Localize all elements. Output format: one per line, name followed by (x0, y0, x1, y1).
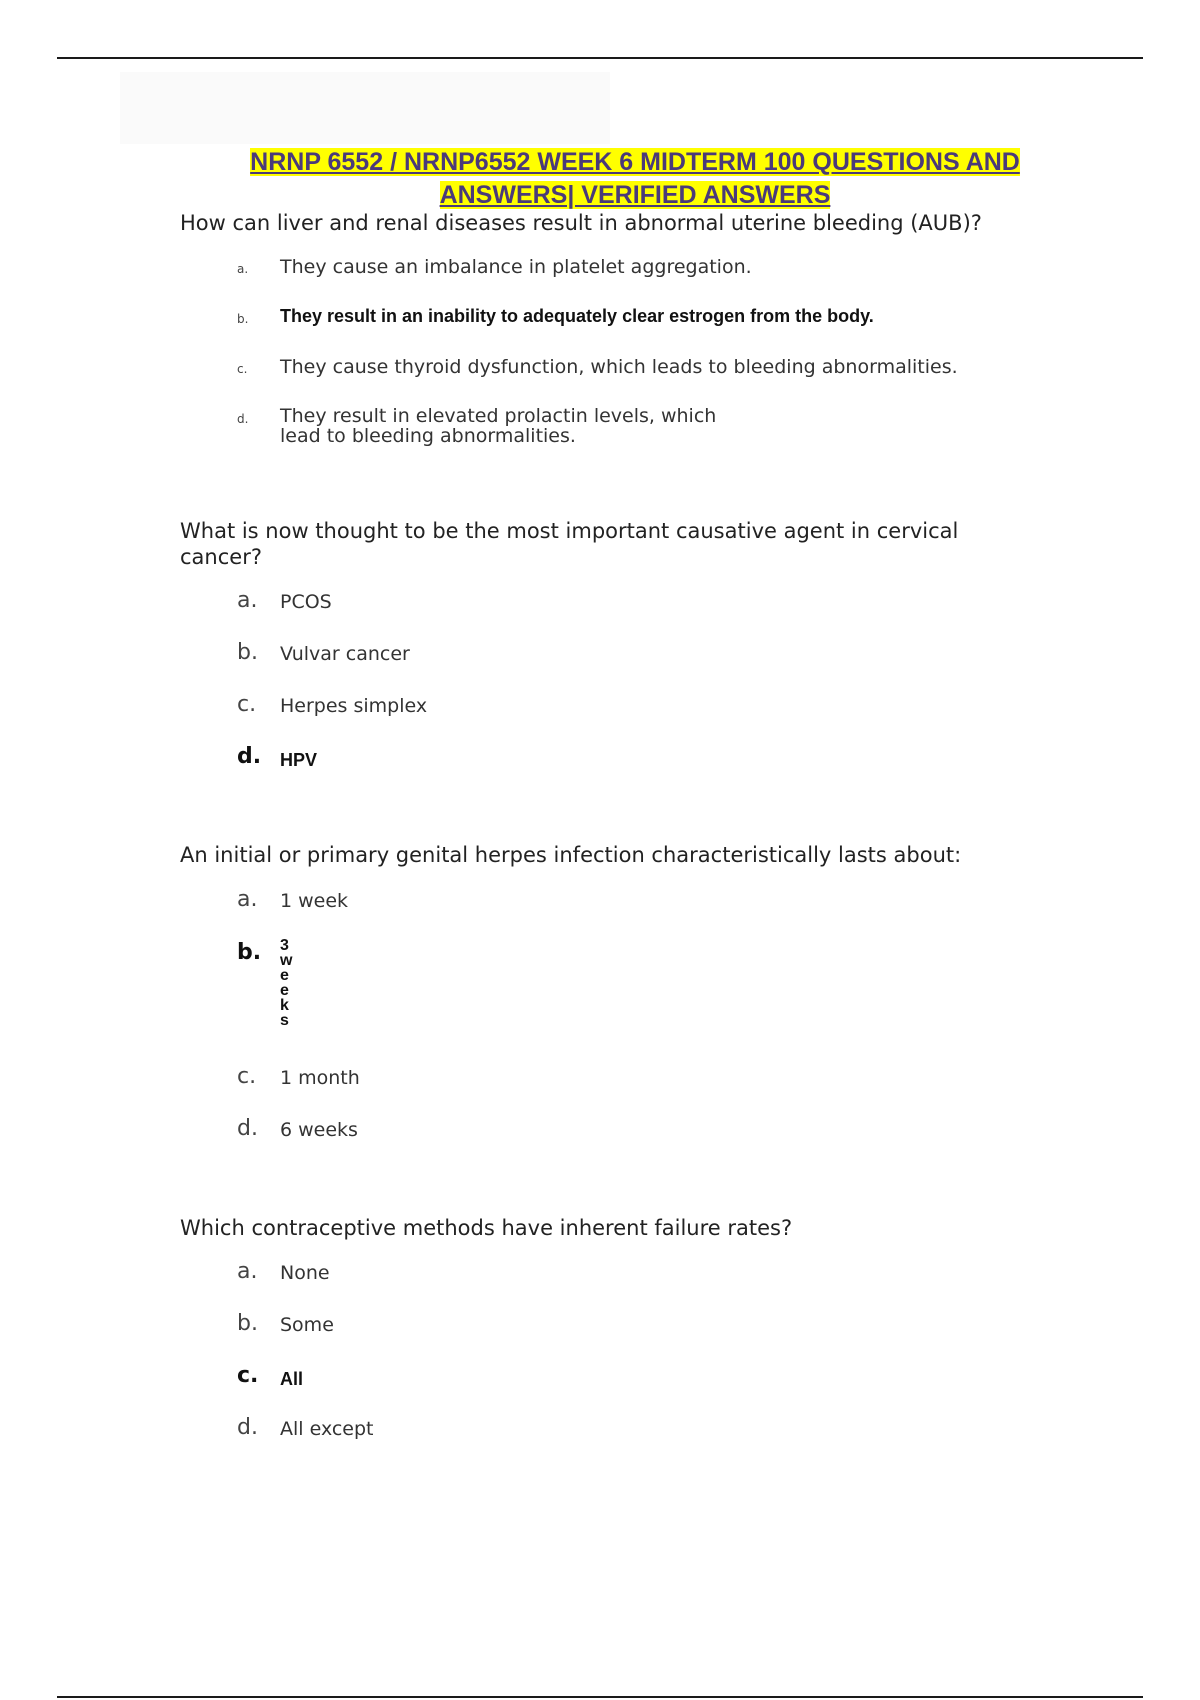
option-letter: b. (237, 312, 249, 326)
question-1: How can liver and renal diseases result in abnormal uterine bleeding (AUB)? (180, 211, 982, 235)
option-text: 1 week (280, 890, 349, 912)
option-text: They cause thyroid dysfunction, which leads to bleeding abnormalities. (280, 356, 958, 378)
option-text: HPV (280, 750, 318, 770)
option-letter: a. (237, 887, 258, 912)
option-text: 6 weeks (280, 1119, 358, 1141)
option-letter: a. (237, 588, 258, 613)
option-letter: c. (237, 1064, 257, 1089)
option-text: Vulvar cancer (280, 643, 410, 665)
option-text: 1 month (280, 1067, 360, 1089)
bottom-rule (57, 1696, 1143, 1698)
option-letter: c. (237, 692, 257, 717)
option-text: All (280, 1369, 304, 1389)
option-text: All except (280, 1418, 374, 1440)
option-letter: b. (237, 640, 258, 665)
title-line-2: ANSWERS| VERIFIED ANSWERS (439, 181, 831, 209)
option-letter: d. (237, 412, 249, 426)
title-line-1: NRNP 6552 / NRNP6552 WEEK 6 MIDTERM 100 QUESTIONS AND (250, 148, 1020, 176)
option-letter: b. (237, 940, 262, 965)
option-letter: a. (237, 1259, 258, 1284)
document-title (180, 146, 1090, 212)
option-letter: b. (237, 1311, 258, 1336)
option-text: They cause an imbalance in platelet aggregation. (280, 256, 752, 278)
question-2: What is now thought to be the most important causative agent in cervical cancer? (180, 519, 959, 569)
option-text: None (280, 1262, 330, 1284)
option-text: They result in an inability to adequately clear estrogen from the body. (280, 306, 874, 326)
question-3: An initial or primary genital herpes infection characteristically lasts about: (180, 843, 962, 867)
option-letter: d. (237, 1415, 258, 1440)
option-letter: a. (237, 262, 249, 276)
option-letter: c. (237, 362, 248, 376)
option-text: They result in elevated prolactin levels, which lead to bleeding abnormalities. (280, 405, 717, 447)
option-letter: d. (237, 1116, 258, 1141)
faded-logo-area (120, 72, 610, 144)
option-text: Some (280, 1314, 334, 1336)
option-letter: c. (237, 1363, 259, 1388)
option-text: Herpes simplex (280, 695, 428, 717)
question-4: Which contraceptive methods have inherent failure rates? (180, 1216, 793, 1240)
option-text: 3 weeks (280, 937, 293, 1029)
top-rule (57, 57, 1143, 59)
option-text: PCOS (280, 591, 332, 613)
option-letter: d. (237, 744, 262, 769)
